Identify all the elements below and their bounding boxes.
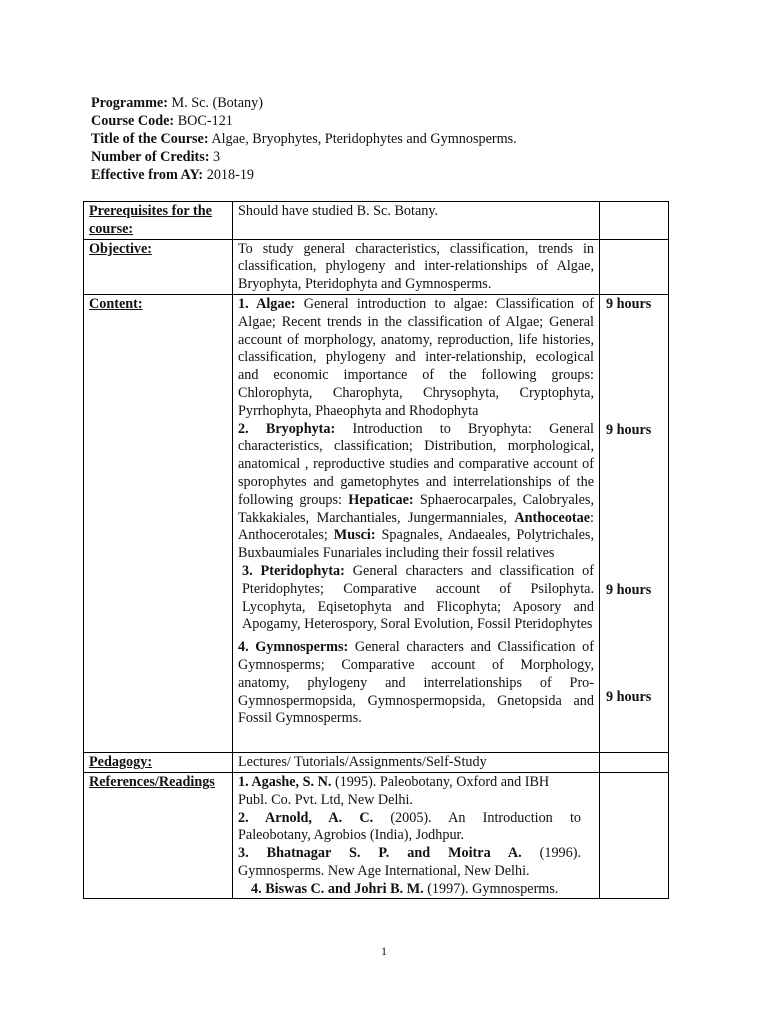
- reference-item: 3. Bhatnagar S. P. and Moitra A. (1996).: [238, 845, 582, 862]
- content-text: [233, 294, 600, 752]
- unit-gymnosperms: 4. Gymnosperms: General characters and Classification of Gymnosperms; Comparative account of Morphology, anatomy, phylogeny and interrelationships of Pro-Gymnospermopsida, Gymnospermopsida, Gnetopsida and Fossil Gymnosperms.: [238, 639, 594, 727]
- hours-algae: 9 hours: [606, 295, 652, 312]
- unit-bryophyta: 2. Bryophyta: Introduction to Bryophyta: General characteristics, classification; Distribution, morphological, anatomical , reproductive studies and comparative account of sporophytes and gametophytes and interrelationships of the following groups: Hepaticae: Sphaerocarpales, Calobryales, Takkakiales, Marchantiales, Jungermanniales, Anthoceotae: Anthocerotales; Musci: Spagnales, Andaeales, Polytrichales, Buxbaumiales Funariales including their fossil relatives: [238, 420, 595, 562]
- course-title-line: Title of the Course: Algae, Bryophytes, Pteridophytes and Gymnosperms.: [91, 131, 517, 147]
- objective-label: Objective:: [84, 239, 233, 294]
- objective-text: To study general characteristics, classification, trends in classification, phylogeny and inter-relationships of Algae, Bryophyta, Pteridophyta and Gymnosperms.: [233, 239, 600, 294]
- course-code-line: Course Code: BOC-121: [91, 113, 233, 129]
- references-row: [84, 772, 669, 899]
- objective-row: [84, 239, 669, 294]
- content-hours: [600, 294, 669, 752]
- course-table: [83, 201, 669, 899]
- hours-pteridophyta: 9 hours: [606, 581, 652, 598]
- references-list: 1. Agashe, S. N. (1995). Paleobotany, Oxford and IBH Publ. Co. Pvt. Ltd, New Delhi. 2. Arnold, A. C. (2005). An Introduction to Paleobotany, Agrobios (India), Jodhpur. 3. Bhatnagar S. P. and Moitra A. (1996). Gymnosperms. New Age International, New Delhi. 4. Biswas C. and Johri B. M. (1997). Gymnosperms.: [233, 772, 600, 899]
- references-label: References/Readings: [84, 772, 233, 899]
- effective-ay-line: Effective from AY: 2018-19: [91, 167, 255, 183]
- pedagogy-text: Lectures/ Tutorials/Assignments/Self-Study: [233, 753, 600, 773]
- reference-item: 2. Arnold, A. C. (2005). An Introduction to: [238, 809, 581, 826]
- content-row: [84, 294, 669, 752]
- prerequisites-text: Should have studied B. Sc. Botany.: [233, 202, 600, 240]
- pedagogy-label: Pedagogy:: [84, 753, 233, 773]
- hours-gymnosperms: 9 hours: [606, 688, 652, 705]
- unit-pteridophyta: 3. Pteridophyta: General characters and classification of Pteridophytes; Comparative account of Psilophyta. Lycophyta, Eqisetophyta and Flicophyta; Aposory and Apogamy, Heterospory, Soral Evolution, Fossil Pteridophytes: [242, 562, 594, 633]
- reference-item: 1. Agashe, S. N. (1995). Paleobotany, Oxford and IBH: [238, 773, 550, 790]
- programme-line: Programme: M. Sc. (Botany): [91, 95, 263, 111]
- page-number: 1: [381, 944, 387, 958]
- pedagogy-row: [84, 753, 669, 773]
- reference-item: 4. Biswas C. and Johri B. M. (1997). Gymnosperms.: [251, 880, 559, 897]
- course-header: [91, 94, 517, 184]
- prerequisites-label: Prerequisites for the course:: [84, 202, 233, 240]
- hours-bryophyta: 9 hours: [606, 421, 652, 438]
- credits-line: Number of Credits: 3: [91, 149, 221, 165]
- prerequisites-row: [84, 202, 669, 240]
- unit-algae: 1. Algae: General introduction to algae: Classification of Algae; Recent trends in the classification of Algae; General account of morphology, anatomy, reproduction, life histories, classification, phylogeny and inter-relationship, ecological and economic importance of the following groups: Chlorophyta, Charophyta, Chrysophyta, Cryptophyta, Pyrrhophyta, Phaeophyta and Rhodophyta: [238, 295, 594, 419]
- content-label: Content:: [84, 294, 233, 752]
